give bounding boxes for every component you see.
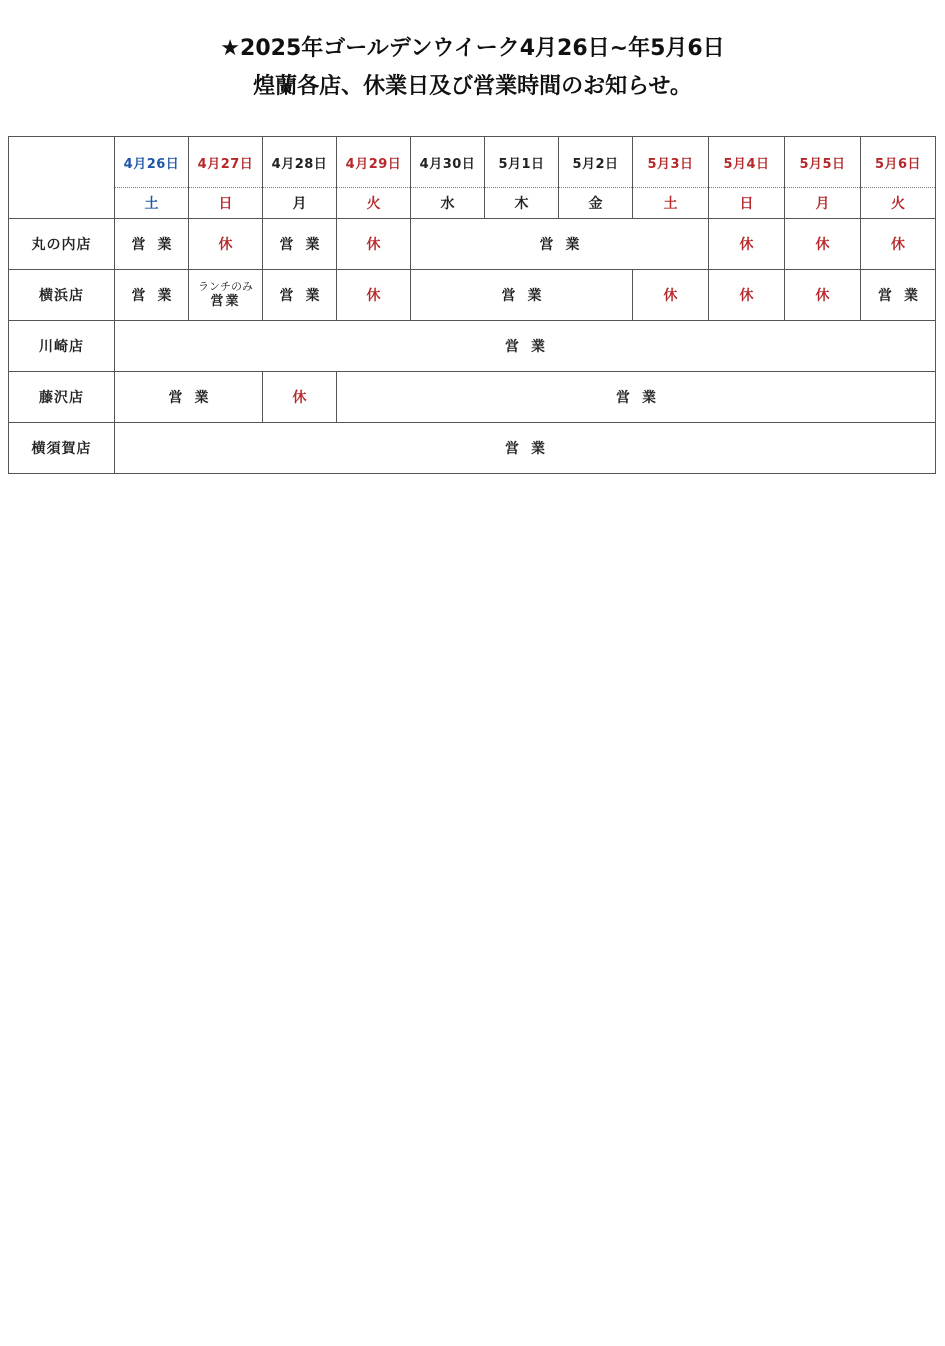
store-name: 横浜店: [9, 270, 115, 321]
date-cell: 4月30日: [411, 137, 485, 188]
status-cell-open: 営業: [115, 423, 936, 474]
store-row: [9, 219, 936, 270]
status-cell-open: 営業: [861, 270, 936, 321]
status-cell-open: 営業: [263, 219, 337, 270]
status-cell-lunch-only: [189, 270, 263, 321]
status-cell-open: 営業: [115, 219, 189, 270]
weekday-cell: 日: [189, 188, 263, 219]
weekday-cell: 火: [861, 188, 936, 219]
status-cell-closed: 休: [709, 270, 785, 321]
status-cell-open: 営業: [115, 321, 936, 372]
weekday-cell: 土: [633, 188, 709, 219]
status-cell-open: 営業: [337, 372, 936, 423]
store-row: [9, 372, 936, 423]
date-cell: 5月3日: [633, 137, 709, 188]
weekday-cell: 火: [337, 188, 411, 219]
weekday-cell: 日: [709, 188, 785, 219]
title-line-1: ★2025年ゴールデンウイーク4月26日~年5月6日: [220, 36, 725, 61]
status-cell-open: 営業: [411, 270, 633, 321]
weekday-cell: 金: [559, 188, 633, 219]
date-cell: 5月6日: [861, 137, 936, 188]
store-row: [9, 321, 936, 372]
status-cell-open: 営業: [263, 270, 337, 321]
date-header-row: [9, 137, 936, 188]
date-cell: 4月27日: [189, 137, 263, 188]
date-cell: 4月28日: [263, 137, 337, 188]
status-cell-closed: 休: [263, 372, 337, 423]
store-row: [9, 423, 936, 474]
holiday-schedule-table: [8, 136, 936, 474]
status-cell-closed: 休: [633, 270, 709, 321]
notice-title: [0, 30, 945, 106]
weekday-cell: 月: [263, 188, 337, 219]
lunch-only-note: ランチのみ: [198, 280, 253, 293]
store-name: 川崎店: [9, 321, 115, 372]
date-cell: 5月2日: [559, 137, 633, 188]
weekday-cell: 水: [411, 188, 485, 219]
corner-cell: [9, 137, 115, 219]
store-name: 丸の内店: [9, 219, 115, 270]
status-cell-open: 営業: [115, 372, 263, 423]
store-name: 藤沢店: [9, 372, 115, 423]
status-cell-closed: 休: [785, 270, 861, 321]
status-cell-open: 営業: [411, 219, 709, 270]
status-cell-closed: 休: [189, 219, 263, 270]
weekday-cell: 木: [485, 188, 559, 219]
weekday-cell: 月: [785, 188, 861, 219]
status-cell-closed: 休: [337, 270, 411, 321]
date-cell: 4月26日: [115, 137, 189, 188]
open-status: 営業: [210, 294, 241, 309]
date-cell: 4月29日: [337, 137, 411, 188]
title-line-2: 煌蘭各店、休業日及び営業時間のお知らせ。: [253, 74, 692, 99]
date-cell: 5月4日: [709, 137, 785, 188]
status-cell-closed: 休: [785, 219, 861, 270]
weekday-cell: 土: [115, 188, 189, 219]
store-row: [9, 270, 936, 321]
status-cell-closed: 休: [709, 219, 785, 270]
weekday-header-row: [9, 188, 936, 219]
date-cell: 5月5日: [785, 137, 861, 188]
status-cell-closed: 休: [861, 219, 936, 270]
status-cell-open: 営業: [115, 270, 189, 321]
store-name: 横須賀店: [9, 423, 115, 474]
status-cell-closed: 休: [337, 219, 411, 270]
date-cell: 5月1日: [485, 137, 559, 188]
